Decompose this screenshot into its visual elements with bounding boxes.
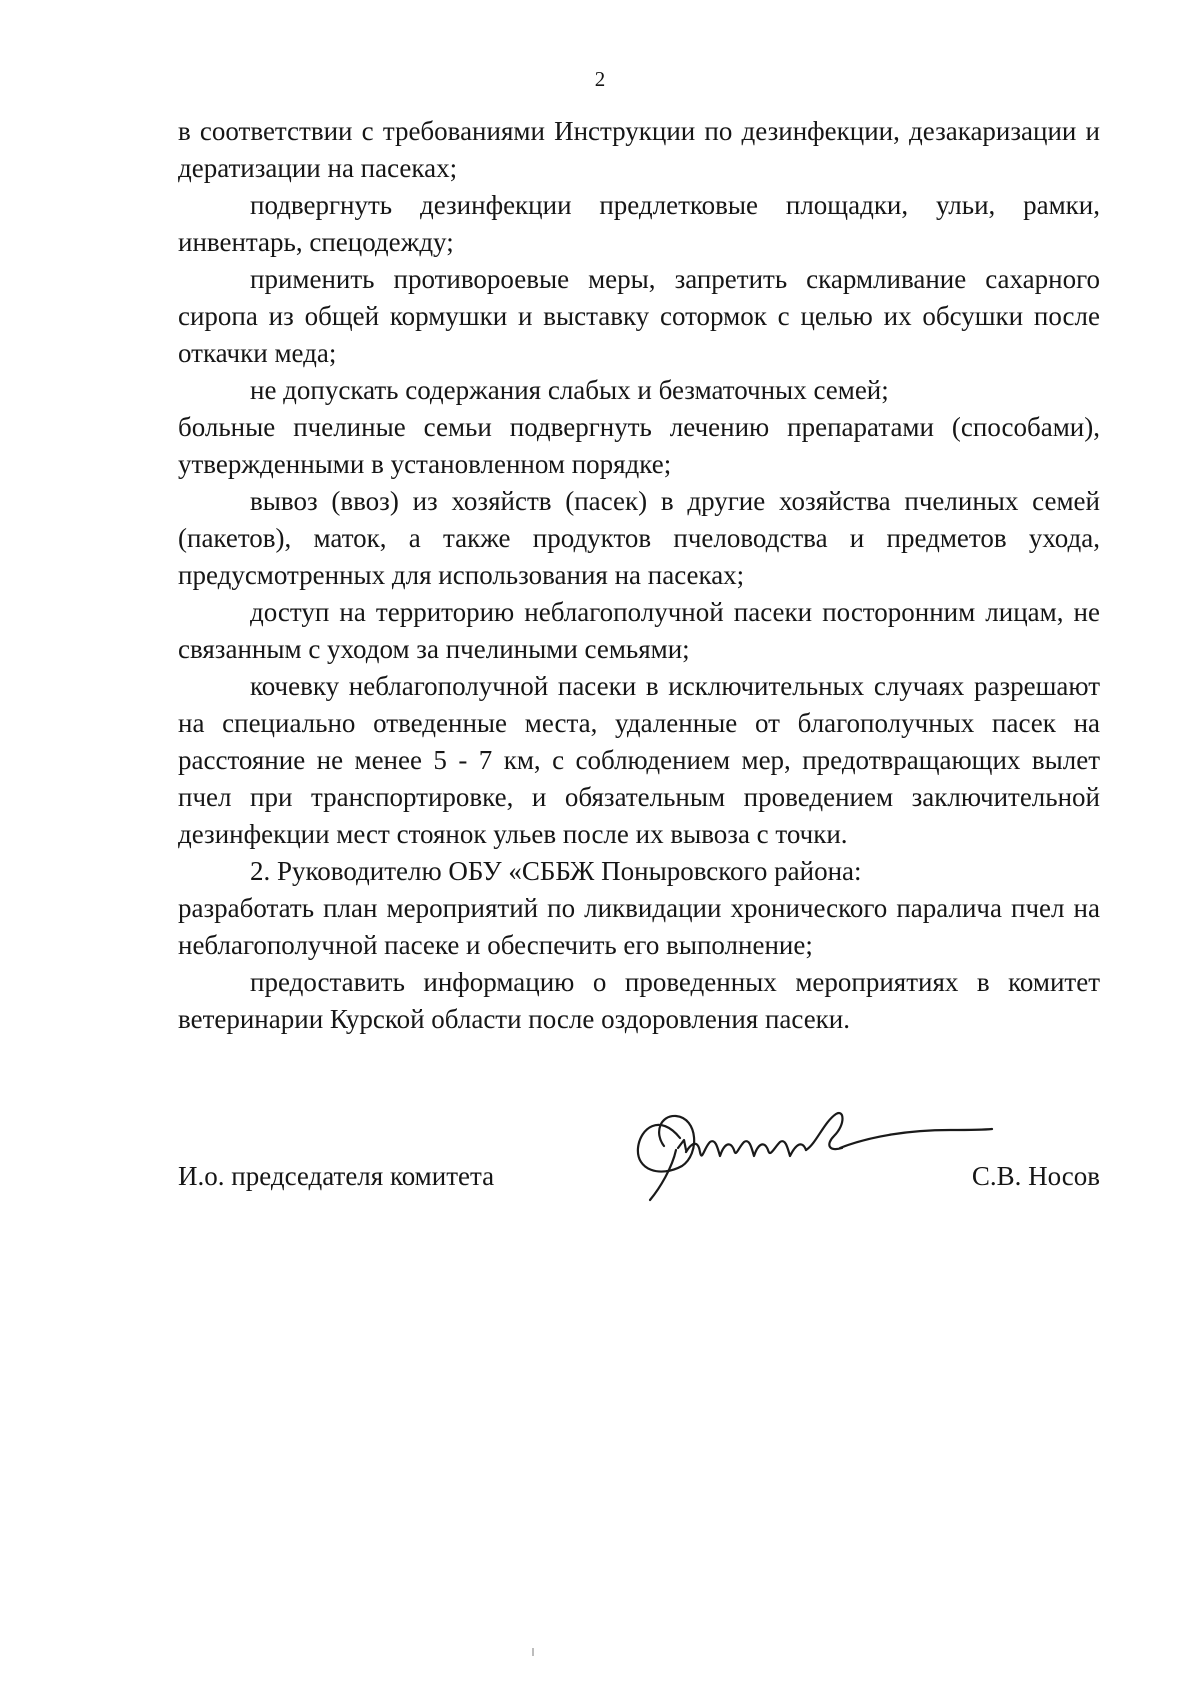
paragraph-8: кочевку неблагополучной пасеки в исключительных случаях разрешают на специально отведенные места, удаленные от благополучных пасек на расстояние не менее 5 - 7 км, с соблюдением мер, предотвращающих вылет пчел при транспортировке, и обязательным проведением заключительной дезинфекции мест стоянок ульев после их вывоза с точки. <box>178 671 1100 849</box>
signature-block <box>178 1158 1100 1198</box>
paragraph-11: предоставить информацию о проведенных мероприятиях в комитет ветеринарии Курской области после оздоровления пасеки. <box>178 967 1100 1034</box>
paragraph-10: разработать план мероприятий по ликвидации хронического паралича пчел на неблагополучной пасеке и обеспечить его выполнение; <box>178 893 1100 960</box>
document-body <box>178 113 1100 1038</box>
paragraph-2: подвергнуть дезинфекции предлетковые площадки, ульи, рамки, инвентарь, спецодежду; <box>178 190 1100 257</box>
page-number: 2 <box>594 67 606 91</box>
scan-speck <box>532 1648 534 1656</box>
paragraph-6: вывоз (ввоз) из хозяйств (пасек) в другие хозяйства пчелиных семей (пакетов), маток, а также продуктов пчеловодства и предметов ухода, предусмотренных для использования на пасеках; <box>178 486 1100 590</box>
signatory-name: С.В. Носов <box>971 1161 1100 1191</box>
paragraph-1: в соответствии с требованиями Инструкции по дезинфекции, дезакаризации и дератизации на пасеках; <box>178 116 1100 183</box>
paragraph-4: не допускать содержания слабых и безматочных семей; <box>250 375 889 405</box>
paragraph-5: больные пчелиные семьи подвергнуть лечению препаратами (способами), утвержденными в установленном порядке; <box>178 412 1100 479</box>
paragraph-3: применить противороевые меры, запретить скармливание сахарного сиропа из общей кормушки и выставку сотормок с целью их обсушки после откачки меда; <box>178 264 1100 368</box>
paragraph-7: доступ на территорию неблагополучной пасеки посторонним лицам, не связанным с уходом за пчелиными семьями; <box>178 597 1100 664</box>
signatory-position: И.о. председателя комитета <box>178 1161 495 1191</box>
paragraph-9: 2. Руководителю ОБУ «СББЖ Поныровского района: <box>250 856 862 886</box>
